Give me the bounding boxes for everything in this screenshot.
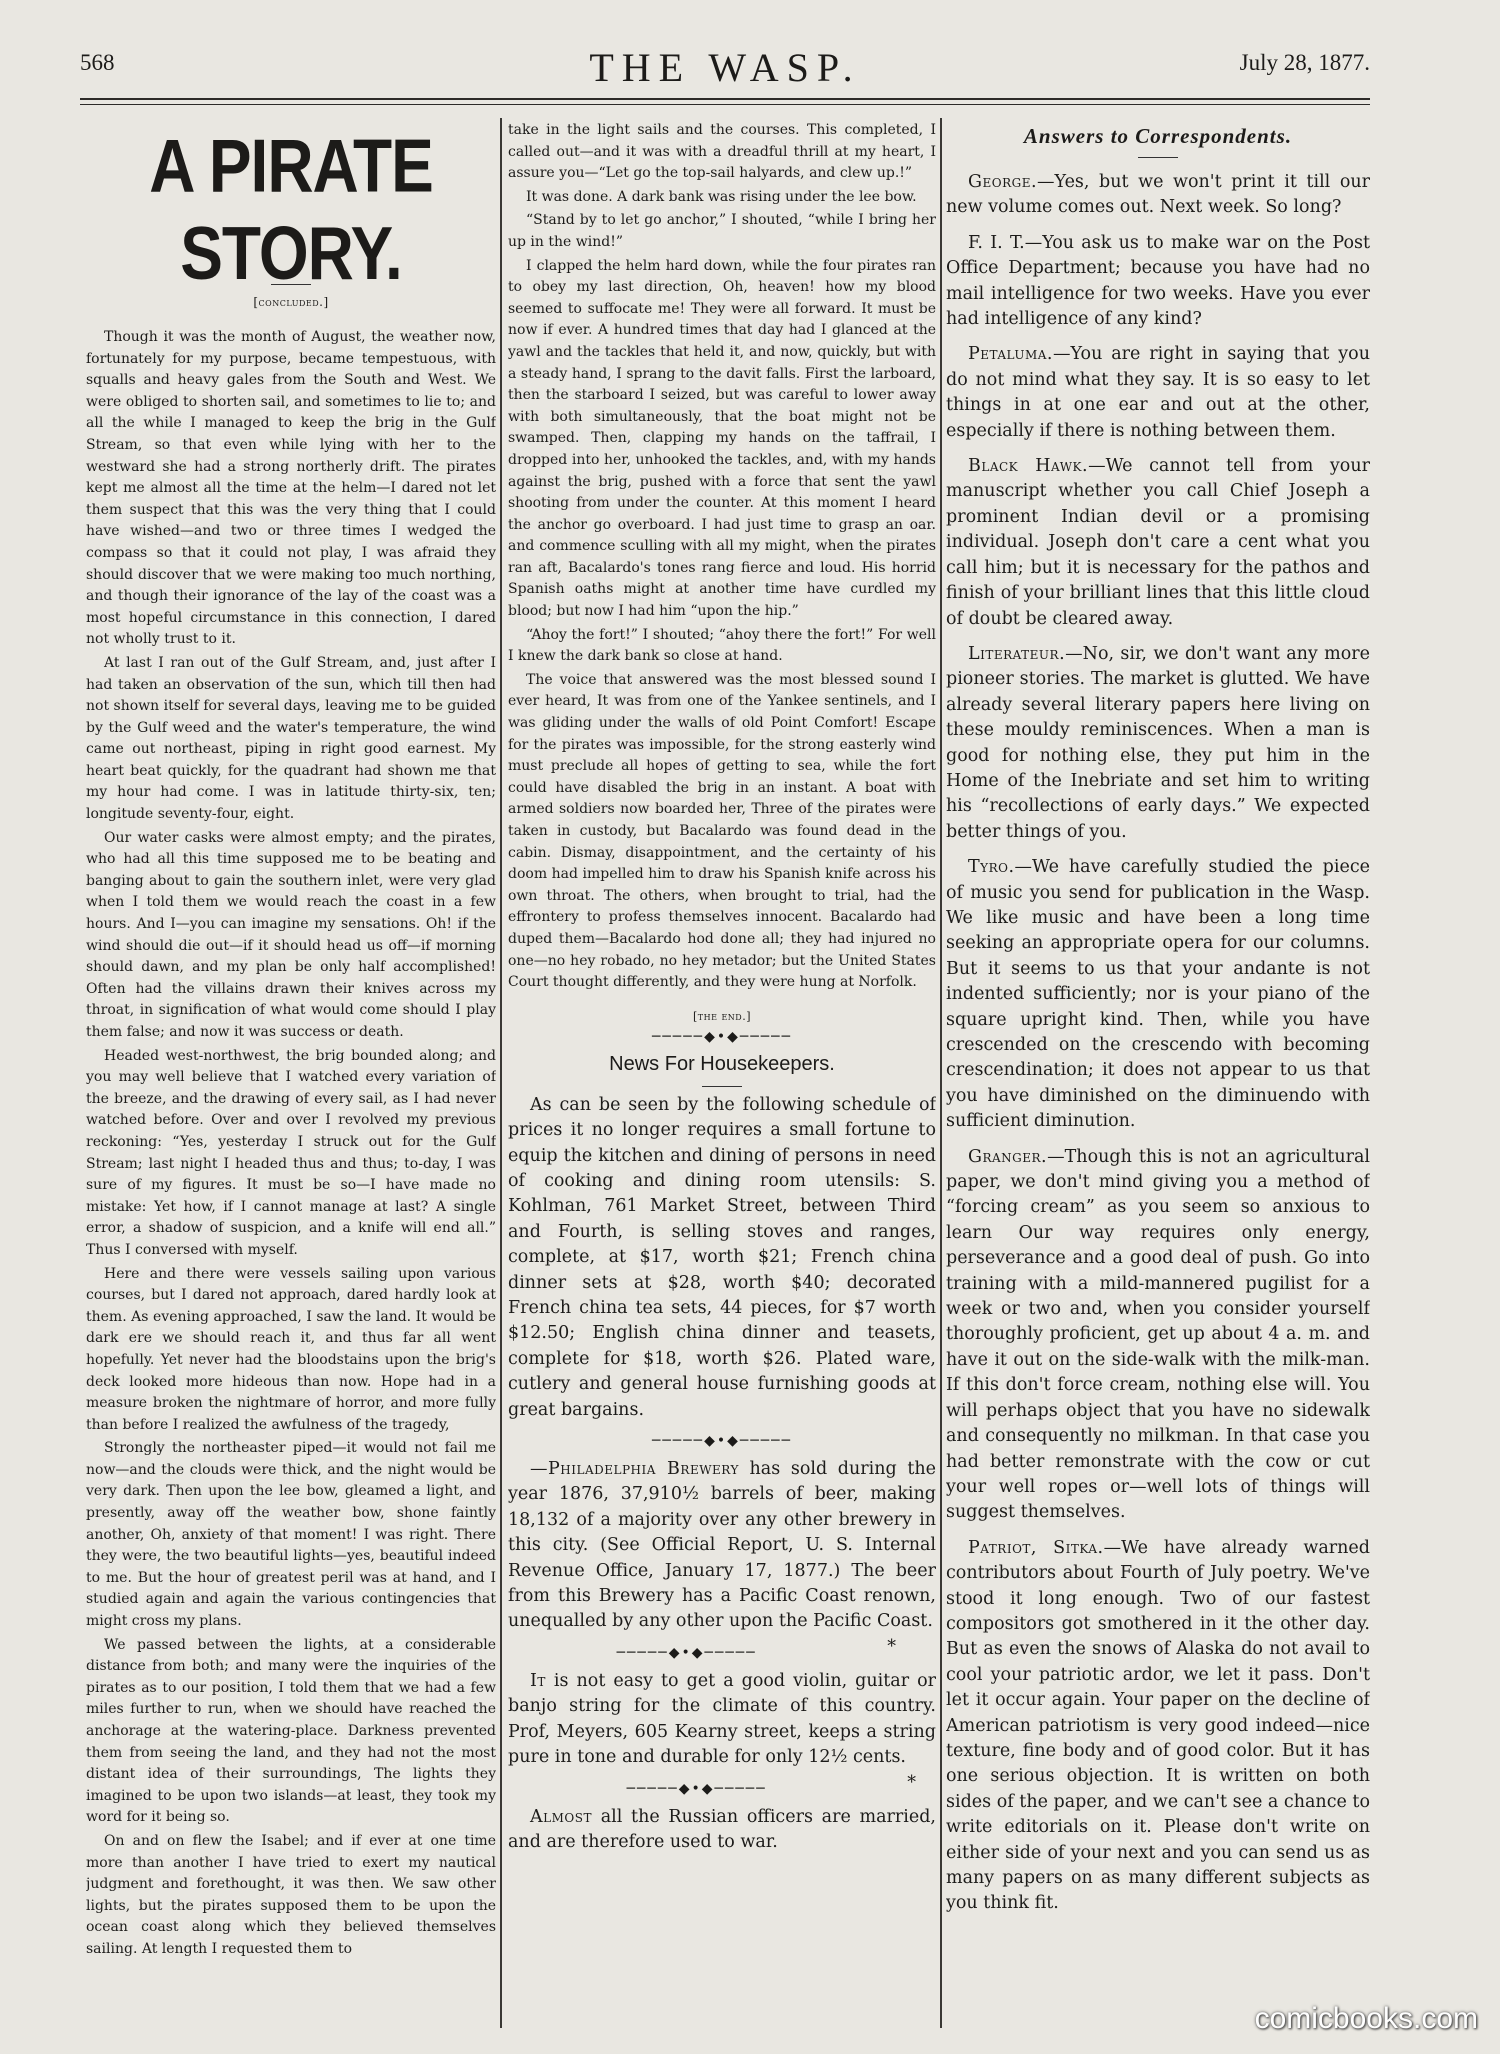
asterisk-mark: *	[887, 1636, 896, 1657]
story-paragraph: Here and there were vessels sailing upon various courses, but I dared not approach, dared hardly look at them. As evening approached, I saw the land. It would be dark ere we should reach it, and thus far all went hopefully. Yet never had the bloodstains upon the brig's deck looked more hideous than now. Hope had in a measure broken the nightmare of horror, and more fully than before I realized the awfulness of the tragedy,	[86, 1265, 496, 1433]
answer-item	[946, 855, 1370, 1134]
masthead-rule-top	[80, 98, 1370, 100]
story-paragraph: take in the light sails and the courses. This completed, I called out—and it was with a dreadful thrill at my heart, I assure you—“Let go the top-sail halyards, and clew up.!”	[508, 122, 936, 182]
answer-item	[946, 454, 1370, 632]
violin-paragraph	[508, 1669, 936, 1793]
story-paragraph: On and on flew the Isabel; and if ever at one time more than another I have tried to exert my nautical judgment and forethought, it was then. We saw other lights, but the pirates supposed them to be upon the ocean coast along which they believed themselves sailing. At length I requested them to	[86, 1832, 496, 1957]
story-paragraph: Headed west-northwest, the brig bounded along; and you may well believe that I watched every variation of the breeze, and the drawing of every sail, as I had never watched before. Over and over I revolved my previous reckoning: “Yes, yesterday I struck out for the Gulf Stream; last night I headed thus and thus; to-day, I was sure of my figures. It must be so—I have made no mistake: Yet how, if I cannot manage at last? A single error, a shadow of suspicion, and a knife will end all.” Thus I conversed with myself.	[86, 1047, 496, 1258]
answer-item	[946, 1536, 1370, 1917]
russian-lead: Almost	[530, 1806, 592, 1827]
answer-name: Granger.	[968, 1146, 1048, 1167]
answer-name: Literateur.	[968, 643, 1066, 664]
russian-text: all the Russian officers are married, and are therefore used to war.	[508, 1806, 936, 1852]
story-paragraph: “Stand by to let go anchor,” I shouted, “while I bring her up in the wind!”	[508, 212, 936, 250]
publication-date: July 28, 1877.	[1239, 50, 1370, 75]
story-paragraph: Our water casks were almost empty; and the pirates, who had all this time supposed me to be beating and banging about to gain the southern inlet, were very glad when I told them we would reach the coast in a few hours. And I—you can imagine my sensations. Oh! if the wind should die out—if it should head us off—if morning should dawn, and my plan be only half accomplished! Often had the villains drawn their knives across my throat, in signification of what would come should I play them false; and now it was success or death.	[86, 829, 496, 1040]
answer-text: —We have carefully studied the piece of music you send for publication in the Wasp. We like music and have been a long time seeking an appropriate opera for our columns. But it seems to us that your andante is not indented sufficiently; nor is your piano of the square upright kind. Then, while you have crescended on the crescendo with becoming crescendination; it does not appear to us that you have diminished on the diminuendo with sufficient diminution.	[946, 857, 1370, 1132]
story-paragraph: We passed between the lights, at a considerable distance from both; and many were the inquiries of the pirates as to our position, I told them that we had a few miles further to run, when we should have reached the anchorage at the watering-place. Darkness prevented them from seeing the land, and they had not the most distant idea of their surroundings, The lights they imagined to be upon two islands—at least, they took my word for it being so.	[86, 1636, 496, 1826]
answer-text: —Yes, but we won't print it till our new volume comes out. Next week. So long?	[946, 172, 1370, 218]
answer-name: Petaluma.	[968, 344, 1053, 365]
answer-name: George.	[968, 172, 1038, 192]
answer-item	[946, 170, 1370, 221]
answer-item	[946, 1145, 1370, 1526]
brewery-text: has sold during the year 1876, 37,910½ barrels of beer, making 18,132 of a majority over any other brewery in this city. (See Official Report, U. S. Internal Revenue Office, January 17, 1877.) The beer from this Brewery has a Pacific Coast renown, unequalled by any other upon the Pacific Coast.	[508, 1459, 936, 1632]
answer-text: —We cannot tell from your manuscript whether you call Chief Joseph a prominent Indian devil or a promising individual. Joseph don't care a cent what you call him; but it is necessary for the pathos and finish of your brilliant lines that this little cloud of doubt be cleared away.	[946, 456, 1370, 629]
paper-title: THE WASP.	[589, 45, 861, 90]
answers-title: Answers to Correspondents.	[1023, 124, 1293, 148]
story-paragraph: It was done. A dark bank was rising under the lee bow.	[526, 188, 917, 205]
story-paragraph: “Ahoy the fort!” I shouted; “ahoy there the fort!” For well I knew the dark bank so close at hand.	[508, 626, 936, 665]
divider	[702, 1086, 742, 1087]
answer-item	[946, 642, 1370, 845]
news-paragraph: As can be seen by the following schedule of prices it no longer requires a small fortune to equip the kitchen and dining of persons in need of cooking and dining room utensils: S. Kohlman, 761 Market Street, between Third and Fourth, is selling stoves and ranges, complete, at $17, worth $21; French china dinner sets at $28, worth $40; decorated French china tea sets, 44 pieces, for $7 worth $12.50; English china dinner and teasets, complete for $18, worth $26. Plated ware, cutlery and general house furnishing goods at great bargains.	[508, 1094, 936, 1420]
column-story-part1	[86, 120, 496, 2020]
story-paragraph: At last I ran out of the Gulf Stream, and, just after I had taken an observation of the sun, which till then had not shown itself for several days, leaving me to be guided by the Gulf weed and the water's temperature, the wind came out northeast, piping in right good earnest. My heart beat quickly, for the quadrant had shown me that my hour had come. I was in latitude thirty-six, ten; longitude seventy-four, eight.	[86, 654, 496, 823]
column-divider	[500, 118, 502, 2028]
watermark: comicbooks.com	[1254, 2002, 1478, 2035]
story-paragraph: I clapped the helm hard down, while the four pirates ran to obey my last direction, Oh, heaven! how my blood seemed to suffocate me! They were all forward. It must be now if ever. A hundred times that day had I glanced at the yawl and the tackles that held it, and now, quickly, but with a steady hand, I sprang to the davit falls. First the larboard, then the starboard I seized, but was careful to lower away with both simultaneously, that the boat might not be swamped. Then, clapping my hands on the taffrail, I dropped into her, unhooked the tackles, and, with my hands against the brig, pushed with a force that sent the yawl shooting from under the counter. At this moment I heard the anchor go overboard. I had just time to grasp an oar. and commence sculling with all my might, when the pirates ran aft, Bacalardo's tones rang fierce and loud. His horrid Spanish oaths might at another time have curdled my blood; but now I had him “upon the hip.”	[508, 257, 936, 620]
answer-item	[946, 231, 1370, 333]
russian-paragraph	[508, 1805, 936, 1856]
page-number: 568	[80, 50, 115, 75]
violin-lead: It	[530, 1670, 546, 1691]
masthead-rule-bottom	[80, 104, 1370, 105]
news-title: News For Housekeepers.	[609, 1052, 835, 1075]
answer-name: Black Hawk.	[968, 456, 1089, 477]
answer-text: —Though this is not an agricultural paper, we don't mind giving you a method of “forcing cream” as you seem so anxious to learn Our way requires only energy, perseverance and a good deal of push. Go into training with a mild-mannered pugilist for a week or two and, when you consider yourself thoroughly proficient, get up about 4 a. m. and have it out on the side-walk with the milk-man. If this don't force cream, nothing else will. You will perhaps object that you have no sidewalk and consequently no milkman. In that case you had better remonstrate with the cow or cut your well ropes or—well lots of things will suggest themselves.	[946, 1146, 1370, 1523]
end-label: [the end.]	[693, 1009, 751, 1023]
column-answers	[946, 120, 1370, 2020]
column-story-part2	[508, 120, 936, 2020]
violin-text: is not easy to get a good violin, guitar or banjo string for the climate of this country. Prof, Meyers, 605 Kearny street, keeps a string pure in tone and durable for only 12½ cents.	[508, 1670, 936, 1768]
story-paragraph: Though it was the month of August, the weather now, fortunately for my purpose, became tempestuous, with squalls and heavy gales from the South and West. We were obliged to shorten sail, and sometimes to lie to; and all the while I managed to keep the brig in the Gulf Stream, so that even while lying with her to the westward she had a strong northerly drift. The pirates kept me almost all the time at the helm—I dared not let them suspect that this was the very thing that I could have wished—and two or three times I wedged the compass so that it could not play, I was afraid they should discover that we were making too much northing, and though their ignorance of the lay of the coast was a most hopeful circumstance in this connection, I dared not wholly trust to it.	[86, 329, 496, 648]
ornament-divider: ─────◆•◆─────	[651, 1028, 793, 1045]
masthead	[80, 44, 1370, 88]
story-paragraph: Strongly the northeaster piped—it would not fail me now—and the clouds were thick, and the night would be very dark. Then upon the lee bow, gleamed a light, and presently, away off the weather bow, shone faintly another, Oh, anxiety of that moment! I was right. There they were, the two beautiful lights—yes, beautiful indeed to me. But the hour of greatest peril was at hand, and I studied again and again the various contingencies that might cross my plans.	[86, 1440, 496, 1630]
answer-name: Patriot, Sitka.	[968, 1537, 1104, 1558]
ornament-divider: ─────◆•◆─────	[616, 1644, 757, 1661]
brewery-lead: —Philadelphia Brewery	[530, 1459, 739, 1480]
story-paragraph: The voice that answered was the most blessed sound I ever heard, It was from one of the Yankee sentinels, and I was gliding under the walls of old Point Comfort! Escape for the pirates was impossible, for the strong easterly wind must preclude all hopes of getting to sea, while the fort could have disabled the brig in an instant. A boat with armed soldiers now boarded her, Three of the pirates were taken in custody, but Bacalardo was found dead in the cabin. Dismay, disappointment, and the certainty of his doom had impelled him to draw his Spanish knife across his own throat. The others, when brought to trial, had the effrontery to profess themselves innocent. Bacalardo had duped them—Bacalardo hod done all; they had injured no one—no hey robado, no hey metador; but the United States Court thought differently, and they were hung at Norfolk.	[508, 671, 936, 991]
story-title: A PIRATE STORY.	[149, 123, 433, 296]
ornament-divider: ─────◆•◆─────	[651, 1433, 793, 1450]
answer-item	[946, 342, 1370, 444]
ornament-divider: ─────◆•◆─────	[626, 1780, 767, 1797]
brewery-paragraph	[508, 1457, 936, 1657]
answer-text: —You are right in saying that you do not mind what they say. It is so easy to let things in at one ear and out at the other, especially if there is nothing between them.	[946, 344, 1370, 441]
answer-text: —No, sir, we don't want any more pioneer stories. The market is glutted. We have already several literary papers here living on these mouldy reminiscences. When a man is good for nothing else, they put him in the Home of the Inebriate and set him to writing his “recollections of early days.” We expected better things of you.	[946, 643, 1370, 842]
asterisk-mark: *	[907, 1772, 916, 1793]
divider	[1138, 157, 1178, 158]
concluded-label: [concluded.]	[253, 295, 329, 309]
column-divider	[940, 118, 942, 2028]
answer-text: —We have already warned contributors about Fourth of July poetry. We've stood it long enough. Two of our fastest compositors got smothered in it the other day. But as even the snows of Alaska do not avail to cool your patriotic ardor, we let it pass. Don't let it occur again. Your paper on the decline of American patriotism is very good indeed—nice texture, fine body and of good color. But it has one serious objection. It is written on both sides of the paper, and we can't see a chance to write editorials on it. Please don't write on either side of your next and you can send us as many papers on as many different subjects as you think fit.	[946, 1537, 1370, 1914]
answer-name: Tyro.	[968, 857, 1015, 878]
answer-name: F. I. T.	[968, 232, 1025, 253]
answer-text: —You ask us to make war on the Post Office Department; because you have had no mail intelligence for two weeks. Have you ever had intelligence of any kind?	[946, 232, 1370, 330]
